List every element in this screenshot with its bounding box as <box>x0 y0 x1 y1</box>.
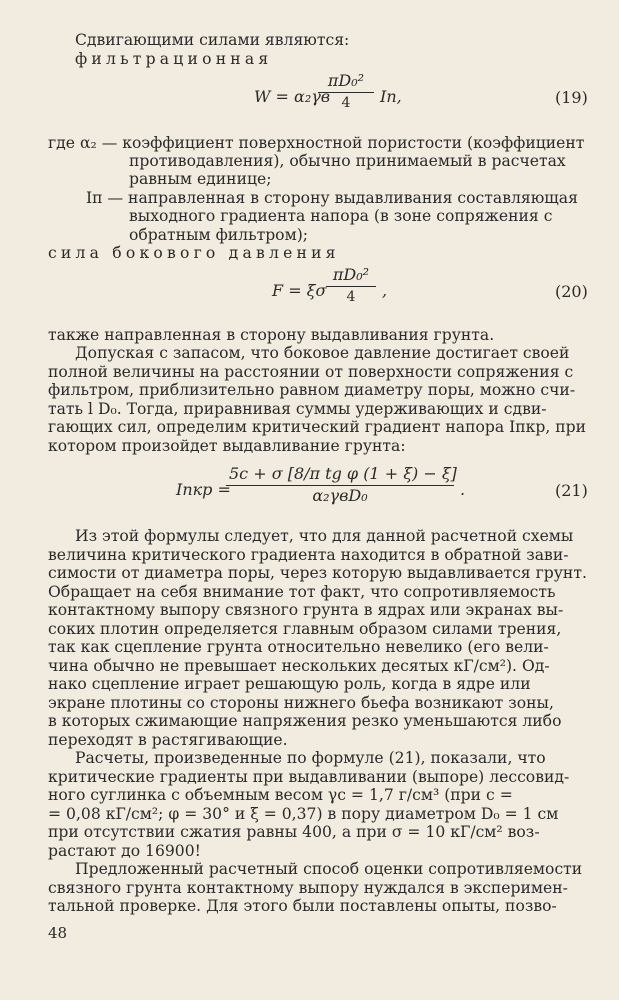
heading-shear-forces: Сдвигающими силами являются: <box>75 31 350 49</box>
eq19-rhs: Iп, <box>380 87 402 106</box>
eq21-lhs: Iпкр = <box>176 480 231 499</box>
eq20-denominator: 4 <box>346 289 356 305</box>
para2-line-6: соких плотин определяется главным образом силами трения, <box>48 620 562 638</box>
eq20-fraction <box>326 266 376 306</box>
heading-filtration: фильтрационная <box>75 50 273 68</box>
para1-line-4: фильтром, приблизительно равном диаметру поры, можно счи- <box>48 381 576 399</box>
para1-line-7: котором произойдет выдавливание грунта: <box>48 437 406 455</box>
where-line-3: равным единице; <box>129 170 272 188</box>
para2-line-10: экране плотины со стороны нижнего бьефа возникают зоны, <box>48 694 554 712</box>
page-number: 48 <box>48 924 68 942</box>
eq21-rhs: . <box>460 480 466 499</box>
eq20-lhs: F = ξσ <box>272 281 327 300</box>
para2-line-15: ного суглинка с объемным весом γc = 1,7 г/см³ (при c = <box>48 786 513 804</box>
eq21-number: (21) <box>555 481 588 500</box>
para2-line-14: критические градиенты при выдавливании (выпоре) лессовид- <box>48 768 570 786</box>
eq19-denominator: 4 <box>341 95 351 111</box>
eq20-numerator: πD₀² <box>326 266 376 287</box>
para2-line-12: переходят в растягивающие. <box>48 731 288 749</box>
para2-line-11: в которых сжимающие напряжения резко уменьшаются либо <box>48 712 562 730</box>
eq21-fraction <box>226 464 457 505</box>
where-line-1: где α₂ — коэффициент поверхностной пористости (коэффициент <box>48 134 585 152</box>
para2-line-17: при отсутствии сжатия равны 400, а при σ = 10 кГ/см² воз- <box>48 823 540 841</box>
eq20-rhs: , <box>382 281 388 300</box>
eq20-number: (20) <box>555 282 588 301</box>
para2-line-18: растают до 16900! <box>48 842 201 860</box>
para2-line-8: чина обычно не превышает нескольких десятых кГ/см²). Од- <box>48 657 550 675</box>
para1-line-2: Допуская с запасом, что боковое давление достигает своей <box>75 344 570 362</box>
para1-line-5: тать l D₀. Тогда, приравнивая суммы удерживающих и сдви- <box>48 400 547 418</box>
eq19-number: (19) <box>555 88 588 107</box>
eq19-numerator: πD₀² <box>318 72 374 93</box>
para2-line-4: Обращает на себя внимание тот факт, что сопротивляемость <box>48 583 556 601</box>
para2-line-21: тальной проверке. Для этого были поставлены опыты, позво- <box>48 897 557 915</box>
eq21-denominator: α₂γвD₀ <box>312 486 368 505</box>
para2-line-16: = 0,08 кГ/см²; φ = 30° и ξ = 0,37) в пору диаметром D₀ = 1 см <box>48 805 559 823</box>
para2-line-2: величина критического градиента находится в обратной зави- <box>48 546 569 564</box>
para2-line-13: Расчеты, произведенные по формуле (21), показали, что <box>75 749 546 767</box>
para2-line-1: Из этой формулы следует, что для данной расчетной схемы <box>75 527 574 545</box>
where-line-4: Iп — направленная в сторону выдавливания составляющая <box>86 189 578 207</box>
para1-line-1: также направленная в сторону выдавливания грунта. <box>48 326 495 344</box>
para2-line-19: Предложенный расчетный способ оценки сопротивляемости <box>75 860 583 878</box>
eq19-fraction <box>318 72 374 112</box>
para2-line-20: связного грунта контактному выпору нуждался в эксперимен- <box>48 879 568 897</box>
para1-line-6: гающих сил, определим критический градиент напора Iпкр, при <box>48 418 587 436</box>
heading-lateral-pressure: сила бокового давления <box>48 244 340 262</box>
eq19-lhs: W = α₂γв <box>254 87 331 106</box>
eq21-numerator: 5c + σ [8/π tg φ (1 + ξ) − ξ] <box>226 465 454 486</box>
para1-line-3: полной величины на расстоянии от поверхности сопряжения с <box>48 363 574 381</box>
where-line-6: обратным фильтром); <box>129 226 309 244</box>
para2-line-5: контактному выпору связного грунта в ядрах или экранах вы- <box>48 601 564 619</box>
where-line-5: выходного градиента напора (в зоне сопряжения с <box>129 207 553 225</box>
where-line-2: противодавления), обычно принимаемый в расчетах <box>129 152 566 170</box>
para2-line-3: симости от диаметра поры, через которую выдавливается грунт. <box>48 564 587 582</box>
para2-line-9: нако сцепление играет решающую роль, когда в ядре или <box>48 675 531 693</box>
para2-line-7: так как сцепление грунта относительно невелико (его вели- <box>48 638 549 656</box>
